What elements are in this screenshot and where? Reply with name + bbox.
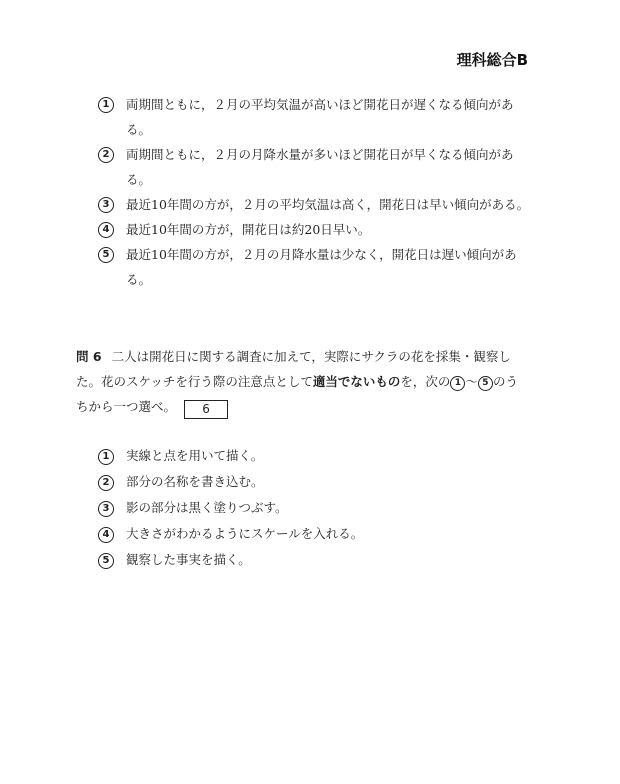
question-emphasis: 適当でないもの xyxy=(312,374,401,389)
question-text-middle: を，次の xyxy=(400,374,451,389)
option-2 xyxy=(98,469,518,495)
question-6 xyxy=(76,344,526,419)
option-text: 最近10年間の方が，開花日は約20日早い。 xyxy=(126,222,371,237)
option-number-circle: 1 xyxy=(98,449,114,465)
option-5 xyxy=(98,547,518,573)
option-text: 両期間ともに，２月の月降水量が多いほど開花日が早くなる傾向がある。 xyxy=(126,147,514,187)
option-5 xyxy=(98,242,538,292)
range-separator: ～ xyxy=(465,374,478,389)
answer-options-previous-question xyxy=(98,92,538,292)
option-number-circle: 2 xyxy=(98,475,114,491)
question-text-after: のうちから一つ選べ。 xyxy=(76,374,518,414)
option-number-circle: 2 xyxy=(98,147,114,163)
option-number-circle: 3 xyxy=(98,197,114,213)
option-text: 影の部分は黒く塗りつぶす。 xyxy=(126,500,288,515)
option-number-circle: 3 xyxy=(98,501,114,517)
option-text: 最近10年間の方が，２月の月降水量は少なく，開花日は遅い傾向がある。 xyxy=(126,247,517,287)
option-2 xyxy=(98,142,538,192)
range-end-circle: 5 xyxy=(478,376,493,391)
option-number-circle: 4 xyxy=(98,527,114,543)
option-text: 最近10年間の方が，２月の平均気温は高く，開花日は早い傾向がある。 xyxy=(126,197,530,212)
option-3 xyxy=(98,495,518,521)
option-text: 大きさがわかるようにスケールを入れる。 xyxy=(126,526,364,541)
option-number-circle: 4 xyxy=(98,222,114,238)
option-1 xyxy=(98,92,538,142)
answer-options-question-6 xyxy=(98,443,518,573)
option-1 xyxy=(98,443,518,469)
option-text: 観察した事実を描く。 xyxy=(126,552,251,567)
option-4 xyxy=(98,217,538,242)
range-start-circle: 1 xyxy=(450,376,465,391)
option-text: 実線と点を用いて描く。 xyxy=(126,448,264,463)
question-label: 問 6 xyxy=(76,349,102,364)
option-text: 部分の名称を書き込む。 xyxy=(126,474,264,489)
question-text: 二人は開花日に関する調査に加えて，実際にサクラの花を採集・観察した。花のスケッチを行う際の注意点として xyxy=(76,349,511,389)
option-number-circle: 5 xyxy=(98,247,114,263)
answer-box: 6 xyxy=(184,400,228,419)
option-4 xyxy=(98,521,518,547)
page-header-title: 理科総合B xyxy=(456,51,528,69)
option-number-circle: 1 xyxy=(98,97,114,113)
option-3 xyxy=(98,192,538,217)
option-text: 両期間ともに，２月の平均気温が高いほど開花日が遅くなる傾向がある。 xyxy=(126,97,514,137)
option-number-circle: 5 xyxy=(98,553,114,569)
